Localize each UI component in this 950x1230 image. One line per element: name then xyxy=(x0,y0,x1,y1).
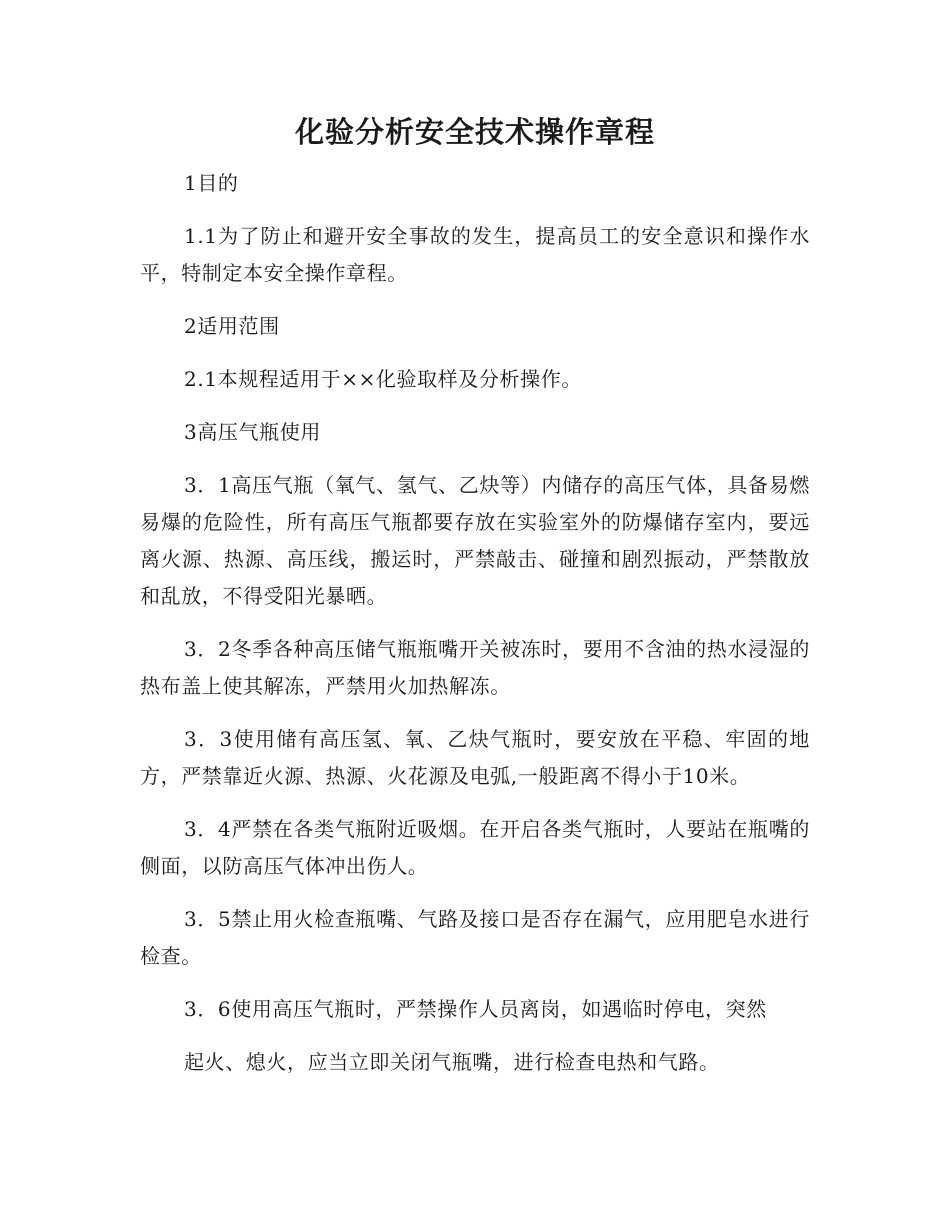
paragraph-3-2: 3．2冬季各种高压储气瓶瓶嘴开关被冻时，要用不含油的热水浸湿的热布盖上使其解冻，严禁用火加热解冻。 xyxy=(140,637,810,698)
paragraph-3-4: 3．4严禁在各类气瓶附近吸烟。在开启各类气瓶时，人要站在瓶嘴的侧面，以防高压气体冲出伤人。 xyxy=(140,817,810,878)
paragraph-1-1: 1.1为了防止和避开安全事故的发生，提高员工的安全意识和操作水平，特制定本安全操作章程。 xyxy=(140,224,810,285)
document-body xyxy=(140,165,810,1097)
paragraph-3-1: 3．1高压气瓶（氧气、氢气、乙炔等）内储存的高压气体，具备易燃易爆的危险性，所有高压气瓶都要存放在实验室外的防爆储存室内，要远离火源、热源、高压线，搬运时，严禁敲击、碰撞和剧烈振动，严禁散放和乱放，不得受阳光暴晒。 xyxy=(140,473,810,608)
section-heading-gas-cylinders: 3高压气瓶使用 xyxy=(184,420,321,444)
paragraph-3-6-continued: 起火、熄火，应当立即关闭气瓶嘴，进行检查电热和气路。 xyxy=(184,1050,720,1074)
document-title: 化验分析安全技术操作章程 xyxy=(294,115,655,149)
paragraph-2-1: 2.1本规程适用于××化验取样及分析操作。 xyxy=(184,367,582,391)
paragraph-3-5: 3．5禁止用火检查瓶嘴、气路及接口是否存在漏气，应用肥皂水进行检查。 xyxy=(140,907,810,968)
section-heading-scope: 2适用范围 xyxy=(184,314,280,338)
paragraph-3-3: 3．3使用储有高压氢、氧、乙炔气瓶时，要安放在平稳、牢固的地方，严禁靠近火源、热源、火花源及电弧,一般距离不得小于10米。 xyxy=(140,727,810,788)
section-heading-purpose: 1目的 xyxy=(184,171,239,195)
paragraph-3-6: 3．6使用高压气瓶时，严禁操作人员离岗，如遇临时停电，突然 xyxy=(184,997,767,1021)
